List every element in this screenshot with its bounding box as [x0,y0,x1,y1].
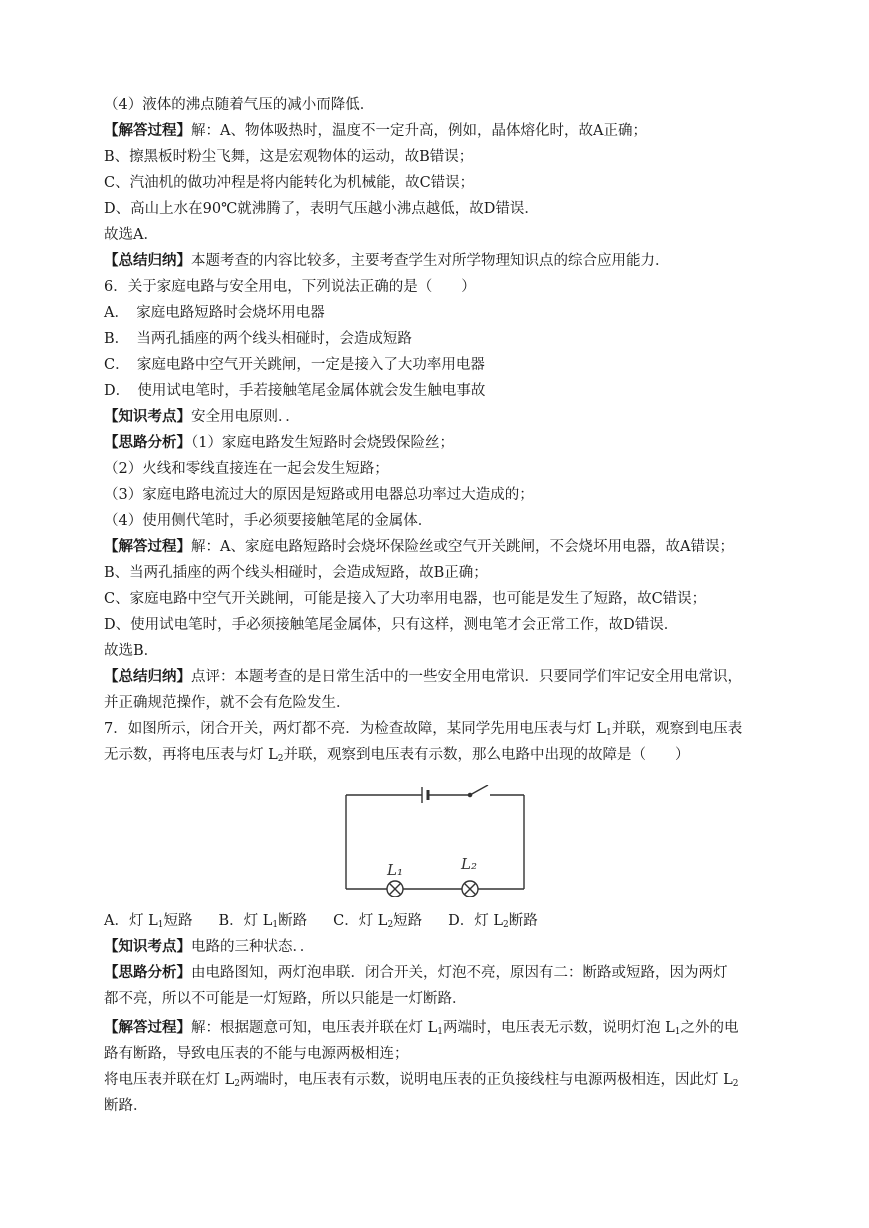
text-span: 电路的三种状态．． [191,939,315,955]
option-d: D． 使用试电笔时，手若接触笔尾金属体就会发生触电事故 [104,383,486,399]
text-line: D、高山上水在90℃就沸腾了，表明气压越小沸点越低，故D错误． [104,201,539,217]
text-line: D、使用试电笔时，手必须接触笔尾金属体，只有这样，测电笔才会正常工作，故D错误． [104,617,679,633]
text-span: 无示数，再将电压表与灯 L [104,747,278,763]
summary-line [104,251,784,271]
text-span: 本题考查的内容比较多，主要考查学生对所学物理知识点的综合应用能力． [191,253,670,269]
choice-c: C．灯 $L_2$短路 [333,913,423,930]
section-tag: 【知识考点】 [104,938,191,955]
option-c: C． 家庭电路中空气开关跳闸，一定是接入了大功率用电器 [104,357,485,373]
text-line: （3）家庭电路电流过大的原因是短路或用电器总功率过大造成的； [104,487,534,503]
text-line: B、擦黑板时粉尘飞舞，这是宏观物体的运动，故B错误； [104,149,474,165]
text-span: （1）家庭电路发生短路时会烧毁保险丝； [191,435,454,451]
text-span: 解：根据题意可知，电压表并联在灯 L [191,1020,438,1036]
section-tag: 【思路分析】 [104,434,191,451]
text-span: 两端时，电压表无示数，说明灯泡 L [442,1020,675,1036]
question-6: 6．关于家庭电路与安全用电，下列说法正确的是（ ） [104,279,476,295]
lamp2-label: L₂ [461,855,477,873]
text-line: 都不亮，所以不可能是一灯短路，所以只能是一灯断路． [104,991,467,1007]
option-a: A． 家庭电路短路时会烧坏用电器 [104,305,325,321]
text-line: 故选B． [104,643,159,659]
lamp1-label: L₁ [387,861,403,879]
text-line: 断路． [104,1098,148,1114]
section-tag: 【总结归纳】 [104,252,191,269]
subscript: 1 [605,728,612,738]
answer-process-line [104,537,784,557]
text-line [104,1070,784,1094]
subscript: 1 [437,1027,443,1037]
text-line: （2）火线和零线直接连在一起会发生短路； [104,461,389,477]
subscript: 2 [277,754,284,764]
text-span: 安全用电原则．． [191,409,300,425]
subscript: 2 [234,1079,240,1089]
text-line: 并正确规范操作，就不会有危险发生． [104,695,351,711]
text-line: 路有断路，导致电压表的不能与电源两极相连； [104,1046,409,1062]
text-line: B、当两孔插座的两个线头相碰时，会造成短路，故B正确； [104,565,488,581]
text-span: 将电压表并联在灯 L [104,1072,235,1088]
answer-process-line [104,1018,784,1042]
text-span: 解：A、物体吸热时，温度不一定升高，例如，晶体熔化时，故A正确； [191,123,647,139]
text-span: 并联，观察到电压表 [611,721,743,737]
text-span: 解：A、家庭电路短路时会烧坏保险丝或空气开关跳闸，不会烧坏用电器，故A错误； [191,539,734,555]
text-line: C、家庭电路中空气开关跳闸，可能是接入了大功率用电器，也可能是发生了短路，故C错误； [104,591,707,607]
analysis-line [104,433,784,453]
text-line: C、汽油机的做功冲程是将内能转化为机械能，故C错误； [104,175,475,191]
analysis-line [104,963,784,983]
question-7-cont [104,745,784,769]
knowledge-point-line [104,407,784,427]
section-tag: 【解答过程】 [104,538,191,555]
choices-line [104,911,784,935]
summary-line [104,667,784,687]
section-tag: 【解答过程】 [104,1019,191,1036]
section-tag: 【总结归纳】 [104,668,191,685]
circuit-diagram [340,785,530,897]
section-tag: 【知识考点】 [104,408,191,425]
section-tag: 【解答过程】 [104,122,191,139]
text-line: （4）液体的沸点随着气压的减小而降低． [104,97,375,113]
text-span: 点评：本题考查的是日常生活中的一些安全用电常识．只要同学们牢记安全用电常识， [191,669,742,685]
text-span: 7．如图所示，闭合开关，两灯都不亮．为检查故障，某同学先用电压表与灯 L [104,721,606,737]
section-tag: 【思路分析】 [104,964,191,981]
subscript: 1 [674,1027,681,1037]
option-b: B． 当两孔插座的两个线头相碰时，会造成短路 [104,331,412,347]
choice-a: A．灯 $L_1$短路 [104,913,193,930]
choice-b: B．灯 $L_1$断路 [218,913,308,930]
answer-process-line [104,121,784,141]
choice-d: D．灯 $L_2$断路 [448,913,538,930]
text-span: 由电路图知，两灯泡串联．闭合开关，灯泡不亮，原因有二：断路或短路，因为两灯 [191,965,728,981]
text-line: 故选A． [104,227,158,243]
knowledge-point-line [104,937,784,957]
subscript: 2 [732,1079,739,1089]
text-span: 两端时，电压表有示数，说明电压表的正负接线柱与电源两极相连，因此灯 L [239,1072,733,1088]
text-span: 之外的电 [680,1020,739,1036]
text-span: 并联，观察到电压表有示数，那么电路中出现的故障是（ ） [283,747,690,763]
question-7 [104,719,784,743]
text-line: （4）使用侧代笔时，手必须要接触笔尾的金属体． [104,513,433,529]
